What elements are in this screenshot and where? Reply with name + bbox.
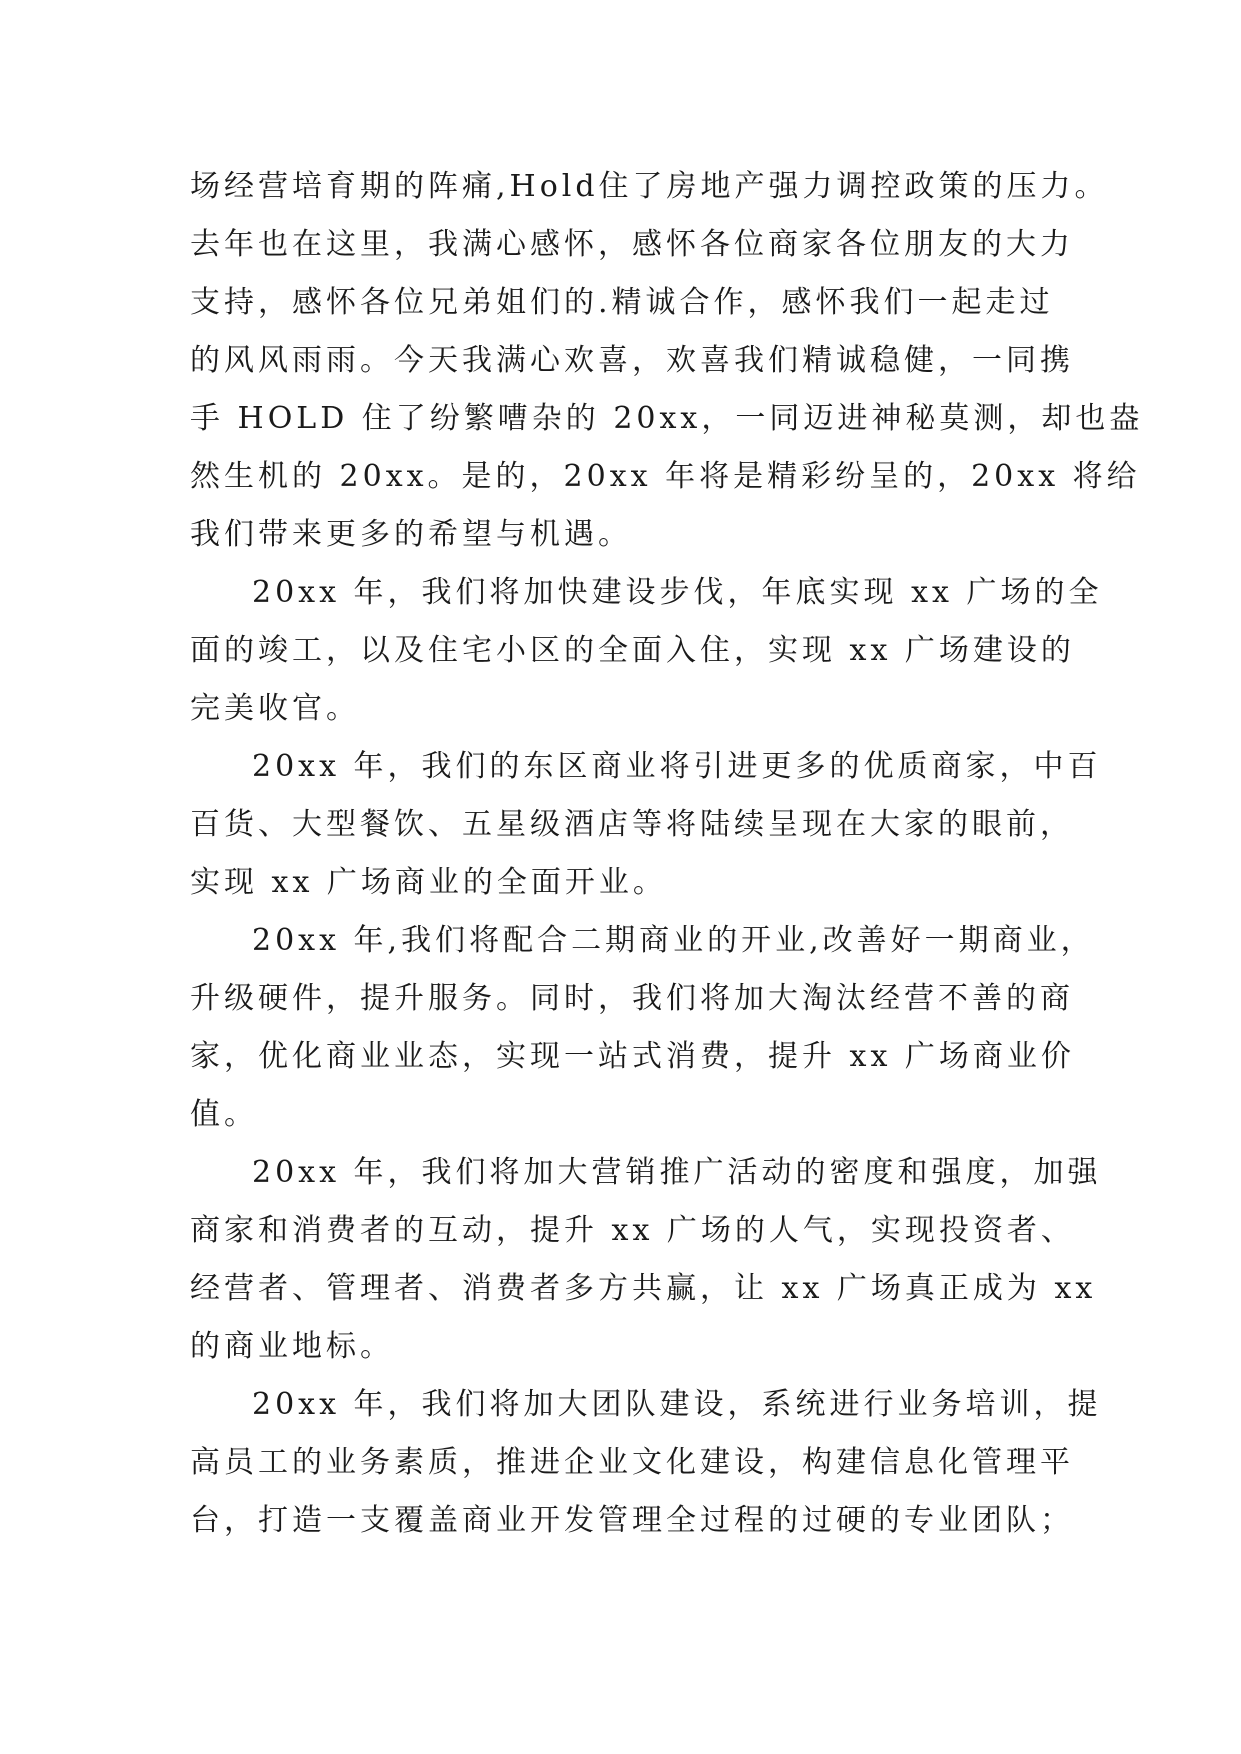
text-line: 20xx 年，我们的东区商业将引进更多的优质商家，中百	[252, 749, 1102, 784]
text-line: 的风风雨雨。今天我满心欢喜，欢喜我们精诚稳健，一同携	[190, 343, 1074, 378]
paragraph-6	[190, 1376, 1102, 1550]
text-line: 百货、大型餐饮、五星级酒店等将陆续呈现在大家的眼前，	[190, 807, 1074, 842]
text-line: 值。	[190, 1097, 258, 1132]
text-line: 去年也在这里，我满心感怀，感怀各位商家各位朋友的大力	[190, 227, 1074, 262]
document-page	[190, 158, 1144, 1550]
text-line: 升级硬件，提升服务。同时，我们将加大淘汰经营不善的商	[190, 981, 1074, 1016]
text-line: 手 HOLD 住了纷繁嘈杂的 20xx，一同迈进神秘莫测，却也盎	[190, 401, 1144, 436]
paragraph-1	[190, 158, 1144, 564]
paragraph-2	[190, 564, 1103, 738]
text-line: 20xx 年,我们将配合二期商业的开业,改善好一期商业，	[252, 923, 1095, 958]
text-line: 面的竣工，以及住宅小区的全面入住，实现 xx 广场建设的	[190, 633, 1075, 668]
text-line: 商家和消费者的互动，提升 xx 广场的人气，实现投资者、	[190, 1213, 1075, 1248]
text-line: 20xx 年，我们将加大营销推广活动的密度和强度，加强	[252, 1155, 1102, 1190]
text-line: 的商业地标。	[190, 1329, 394, 1364]
paragraph-3	[190, 738, 1102, 912]
text-line: 20xx 年，我们将加大团队建设，系统进行业务培训，提	[252, 1387, 1102, 1422]
text-line: 高员工的业务素质，推进企业文化建设，构建信息化管理平	[190, 1445, 1074, 1480]
text-line: 然生机的 20xx。是的，20xx 年将是精彩纷呈的，20xx 将给	[190, 459, 1141, 494]
text-line: 家，优化商业业态，实现一站式消费，提升 xx 广场商业价	[190, 1039, 1075, 1074]
text-line: 经营者、管理者、消费者多方共赢，让 xx 广场真正成为 xx	[190, 1271, 1097, 1306]
text-line: 场经营培育期的阵痛,Hold住了房地产强力调控政策的压力。	[190, 169, 1109, 204]
text-line: 完美收官。	[190, 691, 360, 726]
paragraph-4	[190, 912, 1095, 1144]
text-line: 支持，感怀各位兄弟姐们的.精诚合作，感怀我们一起走过	[190, 285, 1054, 320]
text-line: 20xx 年，我们将加快建设步伐，年底实现 xx 广场的全	[252, 575, 1103, 610]
text-line: 实现 xx 广场商业的全面开业。	[190, 865, 667, 900]
text-line: 我们带来更多的希望与机遇。	[190, 517, 632, 552]
text-line: 台，打造一支覆盖商业开发管理全过程的过硬的专业团队；	[190, 1503, 1074, 1538]
paragraph-5	[190, 1144, 1102, 1376]
